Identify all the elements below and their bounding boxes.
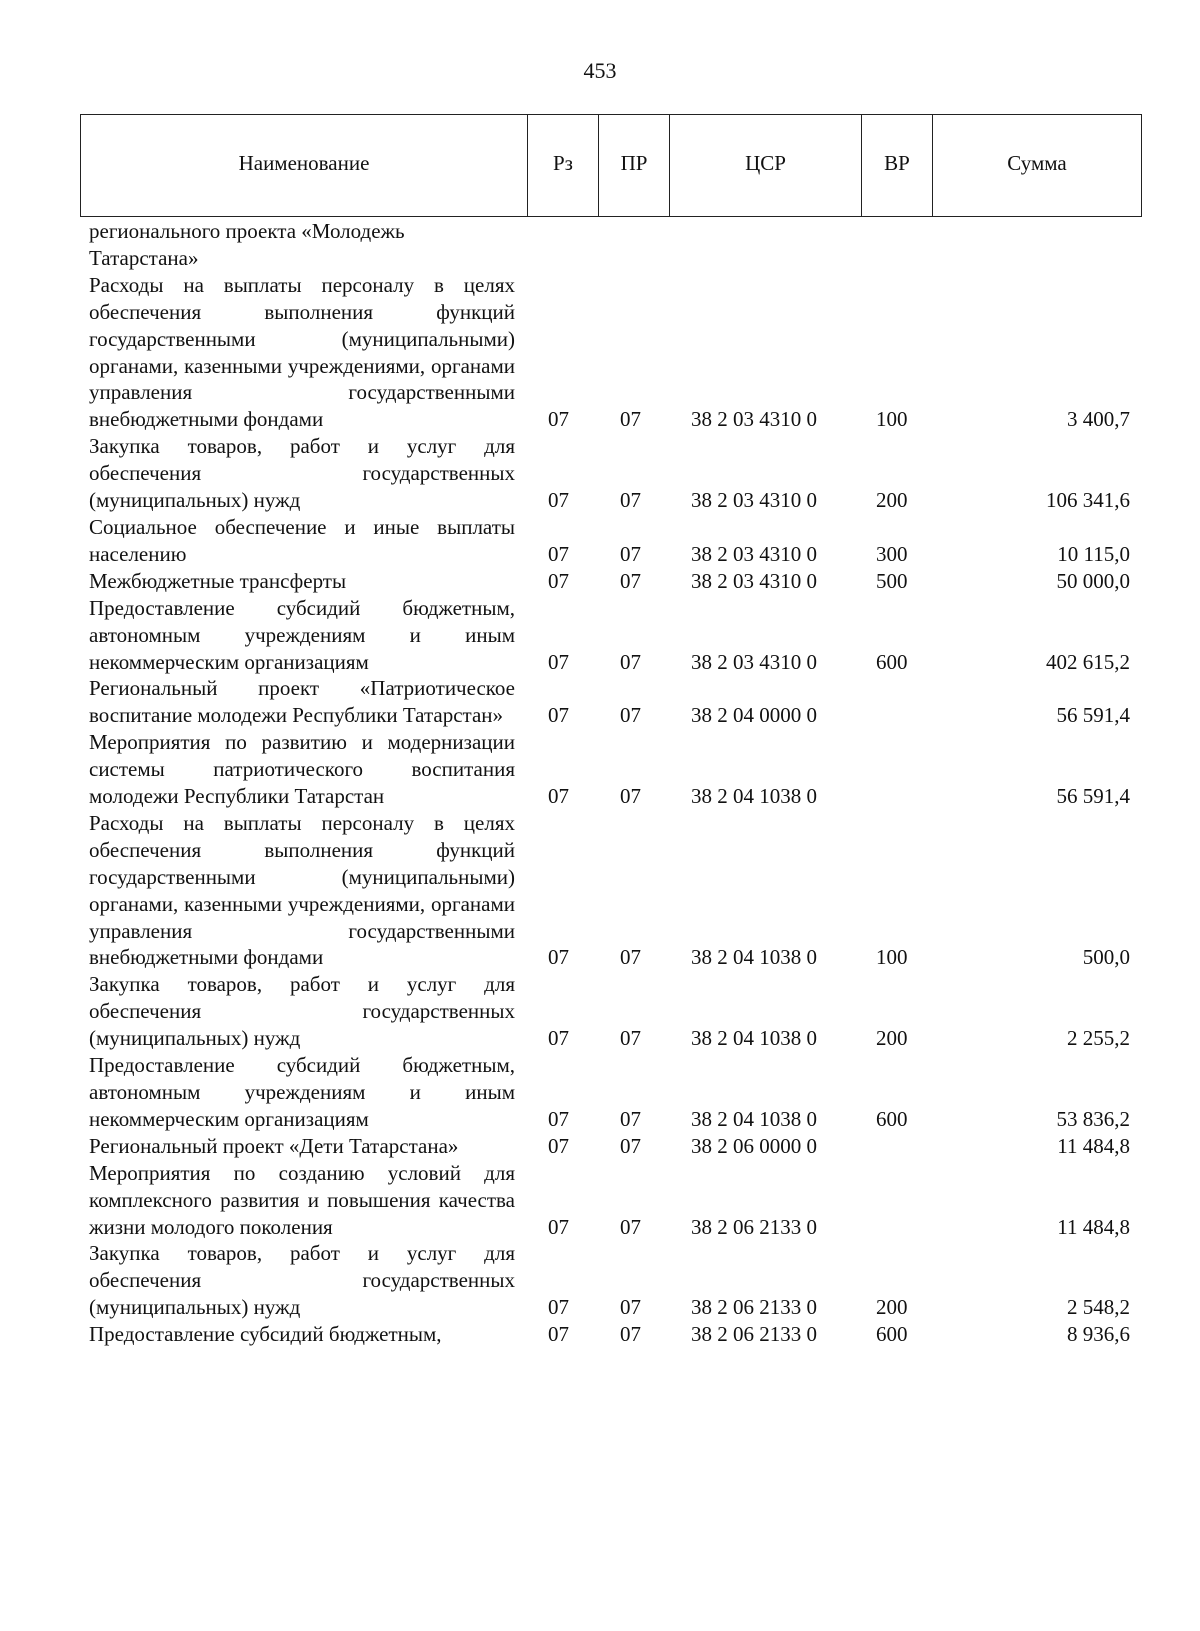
row-name: Закупка товаров, работ и услуг для обеспечения государственных (муниципальных) нужд xyxy=(89,1241,515,1320)
row-pr: 07 xyxy=(620,649,641,674)
row-name: Социальное обеспечение и иные выплаты населению xyxy=(89,514,515,566)
row-pr: 07 xyxy=(620,1133,641,1158)
header-sum: Сумма xyxy=(1007,151,1067,175)
header-name: Наименование xyxy=(81,115,528,216)
row-name: Межбюджетные трансферты xyxy=(89,568,347,593)
row-pr: 07 xyxy=(620,1106,641,1131)
header-pr: ПР xyxy=(599,115,670,216)
row-csr: 38 2 03 4310 0 xyxy=(691,568,817,593)
row-sum: 2 548,2 xyxy=(1067,1295,1130,1320)
row-rz: 07 xyxy=(548,407,569,432)
row-pr: 07 xyxy=(620,568,641,593)
row-name: Расходы на выплаты персоналу в целях обеспечения выполнения функций государственными (муниципальными) органами, казенными учреждениями, органами управления государственными внебюджетными фондами xyxy=(89,272,515,432)
row-pr: 07 xyxy=(620,784,641,809)
row-rz: 07 xyxy=(548,1133,569,1158)
row-csr: 38 2 06 2133 0 xyxy=(691,1322,817,1347)
row-vr: 300 xyxy=(876,541,908,566)
row-pr: 07 xyxy=(620,541,641,566)
page-number: 453 xyxy=(583,58,617,83)
row-name: Предоставление субсидий бюджетным, xyxy=(89,1322,442,1347)
row-csr: 38 2 06 0000 0 xyxy=(691,1133,817,1158)
table-row xyxy=(0,272,1200,433)
row-rz: 07 xyxy=(548,1295,569,1320)
row-rz: 07 xyxy=(548,1106,569,1131)
row-rz: 07 xyxy=(548,488,569,513)
row-csr: 38 2 03 4310 0 xyxy=(691,488,817,513)
row-rz: 07 xyxy=(548,1026,569,1051)
row-name: Региональный проект «Дети Татарстана» xyxy=(89,1133,459,1158)
row-sum: 10 115,0 xyxy=(1057,541,1130,566)
row-vr: 100 xyxy=(876,407,908,432)
row-sum: 11 484,8 xyxy=(1057,1133,1130,1158)
row-name: Мероприятия по развитию и модернизации системы патриотического воспитания молодежи Республики Татарстан xyxy=(89,730,515,809)
table-row xyxy=(0,595,1200,676)
row-csr: 38 2 06 2133 0 xyxy=(691,1295,817,1320)
row-sum: 56 591,4 xyxy=(1056,784,1130,809)
row-sum: 53 836,2 xyxy=(1056,1106,1130,1131)
table-row xyxy=(0,1160,1200,1241)
row-sum: 106 341,6 xyxy=(1046,488,1130,513)
row-pr: 07 xyxy=(620,1214,641,1239)
row-sum: 3 400,7 xyxy=(1067,407,1130,432)
row-pr: 07 xyxy=(620,945,641,970)
row-csr: 38 2 03 4310 0 xyxy=(691,541,817,566)
table-row xyxy=(0,971,1200,1052)
table-row xyxy=(0,1052,1200,1133)
row-csr: 38 2 04 1038 0 xyxy=(691,1026,817,1051)
row-rz: 07 xyxy=(548,945,569,970)
row-name: Предоставление субсидий бюджетным, автономным учреждениям и иным некоммерческим организациям xyxy=(89,595,515,674)
row-vr: 600 xyxy=(876,1322,908,1347)
row-vr: 200 xyxy=(876,488,908,513)
row-name: регионального проекта «Молодежь Татарстана» xyxy=(89,219,405,270)
row-sum: 11 484,8 xyxy=(1057,1214,1130,1239)
row-pr: 07 xyxy=(620,703,641,728)
row-vr: 500 xyxy=(876,568,908,593)
row-csr: 38 2 04 0000 0 xyxy=(691,703,817,728)
row-rz: 07 xyxy=(548,784,569,809)
row-rz: 07 xyxy=(548,1214,569,1239)
table-row xyxy=(0,1240,1200,1321)
row-rz: 07 xyxy=(548,541,569,566)
row-sum: 402 615,2 xyxy=(1046,649,1130,674)
row-vr: 200 xyxy=(876,1295,908,1320)
table-body xyxy=(0,218,1200,1348)
table-row xyxy=(0,675,1200,729)
row-sum: 2 255,2 xyxy=(1067,1026,1130,1051)
table-row xyxy=(0,514,1200,568)
row-name: Закупка товаров, работ и услуг для обеспечения государственных (муниципальных) нужд xyxy=(89,434,515,513)
row-pr: 07 xyxy=(620,1295,641,1320)
row-sum: 50 000,0 xyxy=(1056,568,1130,593)
table-row xyxy=(0,729,1200,810)
row-sum: 500,0 xyxy=(1082,945,1130,970)
table-row xyxy=(0,810,1200,971)
table-row xyxy=(0,433,1200,514)
row-rz: 07 xyxy=(548,1322,569,1347)
row-csr: 38 2 03 4310 0 xyxy=(691,649,817,674)
row-pr: 07 xyxy=(620,1322,641,1347)
row-csr: 38 2 04 1038 0 xyxy=(691,784,817,809)
row-pr: 07 xyxy=(620,488,641,513)
row-pr: 07 xyxy=(620,407,641,432)
row-sum: 8 936,6 xyxy=(1067,1322,1130,1347)
row-csr: 38 2 04 1038 0 xyxy=(691,1106,817,1131)
table-row xyxy=(0,218,1200,272)
row-name: Региональный проект «Патриотическое воспитание молодежи Республики Татарстан» xyxy=(89,676,515,728)
row-csr: 38 2 03 4310 0 xyxy=(691,407,817,432)
row-name: Предоставление субсидий бюджетным, автономным учреждениям и иным некоммерческим организациям xyxy=(89,1053,515,1131)
table-row xyxy=(0,568,1200,595)
table-header xyxy=(80,114,1142,217)
row-vr: 200 xyxy=(876,1026,908,1051)
row-vr: 600 xyxy=(876,1106,908,1131)
row-sum: 56 591,4 xyxy=(1056,703,1130,728)
row-rz: 07 xyxy=(548,703,569,728)
row-rz: 07 xyxy=(548,568,569,593)
row-name: Закупка товаров, работ и услуг для обеспечения государственных (муниципальных) нужд xyxy=(89,972,515,1051)
row-rz: 07 xyxy=(548,649,569,674)
row-name: Мероприятия по созданию условий для комплексного развития и повышения качества жизни молодого поколения xyxy=(89,1160,515,1239)
table-row xyxy=(0,1321,1200,1348)
header-csr: ЦСР xyxy=(670,115,862,216)
row-csr: 38 2 04 1038 0 xyxy=(691,945,817,970)
row-pr: 07 xyxy=(620,1026,641,1051)
row-vr: 600 xyxy=(876,649,908,674)
header-vr: ВР xyxy=(862,115,933,216)
header-rz: Рз xyxy=(528,115,599,216)
row-name: Расходы на выплаты персоналу в целях обеспечения выполнения функций государственными (муниципальными) органами, казенными учреждениями, органами управления государственными внебюджетными фондами xyxy=(89,810,515,970)
row-vr: 100 xyxy=(876,945,908,970)
row-csr: 38 2 06 2133 0 xyxy=(691,1214,817,1239)
table-row xyxy=(0,1133,1200,1160)
